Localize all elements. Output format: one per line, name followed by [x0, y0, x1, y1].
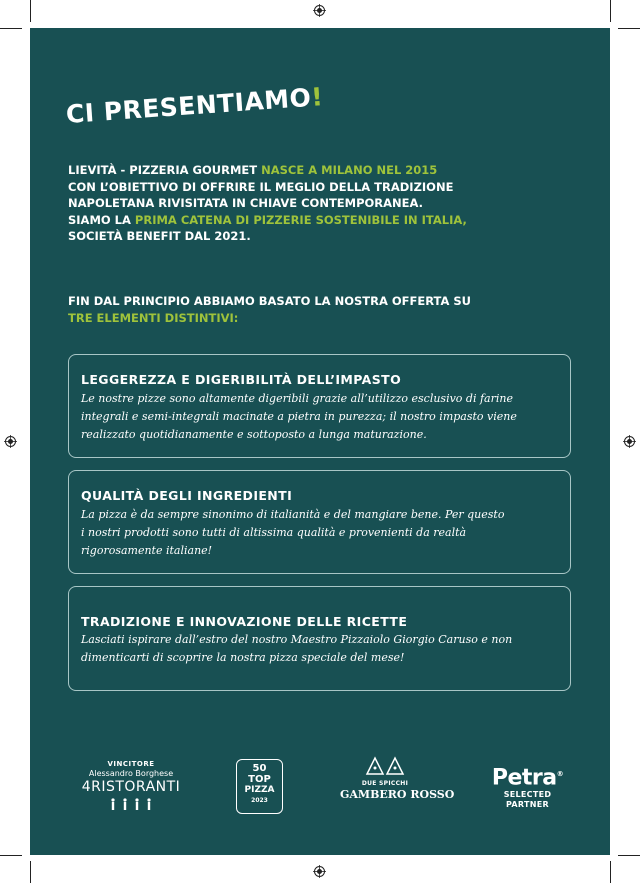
logo-50-top-pizza	[236, 759, 283, 814]
crop-mark	[30, 0, 31, 22]
section-line: realizzato quotidianamente e sottoposto a lunga maturazione.	[81, 428, 427, 441]
pizza-slices-icon	[365, 756, 405, 776]
section-line: integrali e semi-integrali macinate a pietra in purezza; il nostro impasto viene	[81, 410, 517, 423]
logo-text: VINCITORE	[107, 760, 155, 768]
lead-line: FIN DAL PRINCIPIO ABBIAMO BASATO LA NOSTRA OFFERTA SU	[68, 294, 472, 308]
intro-text: LIEVITÀ - PIZZERIA GOURMET	[68, 163, 262, 177]
section-heading: TRADIZIONE E INNOVAZIONE DELLE RICETTE	[81, 614, 408, 629]
registration-mark-icon	[623, 435, 636, 448]
registration-mark-icon	[313, 865, 326, 878]
logo-text: Alessandro Borghese	[88, 769, 174, 778]
title-text: CI PRESENTIAMO	[64, 82, 313, 129]
section-heading: LEGGEREZZA E DIGERIBILITÀ DELL’IMPASTO	[81, 372, 402, 387]
crop-mark	[618, 28, 640, 29]
logo-petra	[485, 762, 570, 810]
crop-mark	[610, 861, 611, 883]
section-body	[81, 390, 541, 444]
logo-text: SELECTED	[503, 790, 552, 800]
logo-brand: Petra	[491, 765, 557, 791]
intro-line: CON L’OBIETTIVO DI OFFRIRE IL MEGLIO DELLA TRADIZIONE	[68, 179, 454, 194]
intro-line: NAPOLETANA RIVISITATA IN CHIAVE CONTEMPORANEA.	[68, 196, 424, 210]
logo-text: GAMBERO ROSSO	[340, 788, 455, 801]
section-box-ingredienti	[68, 470, 571, 574]
logo-text: 2023	[251, 797, 268, 804]
intro-highlight: NASCE A MILANO NEL 2015	[261, 163, 438, 177]
section-line: rigorosamente italiane!	[81, 544, 213, 557]
section-body	[81, 506, 541, 560]
logo-gambero-rosso	[340, 756, 455, 801]
logo-4-ristoranti	[72, 760, 190, 814]
section-box-ricette	[68, 586, 571, 691]
intro-highlight: PRIMA CATENA DI PIZZERIE SOSTENIBILE IN ITALIA,	[134, 212, 467, 227]
intro-paragraph	[68, 162, 578, 245]
section-line: Lasciati ispirare dall’estro del nostro Maestro Pizzaiolo Giorgio Caruso e non	[81, 633, 513, 646]
section-body	[81, 631, 541, 667]
intro-line	[68, 162, 578, 179]
intro-line: SOCIETÀ BENEFIT DAL 2021.	[68, 229, 251, 243]
crop-mark	[0, 855, 22, 856]
section-line: i nostri prodotti sono tutti di altissima qualità e provenienti da realtà	[81, 526, 467, 539]
logo-text: TOP	[248, 774, 271, 785]
logo-registered: ®	[556, 770, 564, 778]
logo-text	[485, 762, 570, 790]
lead-paragraph	[68, 293, 588, 326]
logo-text: 4RISTORANTI	[81, 779, 181, 795]
crop-mark	[30, 861, 31, 883]
crop-mark	[618, 855, 640, 856]
registration-mark-icon	[313, 4, 326, 17]
section-line: La pizza è da sempre sinonimo di italianità e del mangiare bene. Per questo	[81, 508, 505, 521]
lead-highlight: TRE ELEMENTI DISTINTIVI:	[68, 310, 239, 325]
registration-mark-icon	[4, 435, 17, 448]
intro-text: SIAMO LA	[68, 212, 135, 227]
section-heading: QUALITÀ DEGLI INGREDIENTI	[81, 488, 293, 503]
logo-text: PIZZA	[244, 785, 275, 795]
crop-mark	[610, 0, 611, 22]
logo-text: PARTNER	[506, 800, 549, 810]
crop-mark	[0, 28, 22, 29]
logo-text: 50	[252, 763, 267, 774]
section-box-impasto	[68, 354, 571, 458]
title-exclamation: !	[310, 82, 325, 112]
figures-icon	[107, 798, 155, 810]
intro-line	[68, 212, 578, 229]
logo-text: DUE SPICCHI	[361, 780, 409, 787]
section-line: Le nostre pizze sono altamente digeribili grazie all’utilizzo esclusivo di farine	[81, 392, 513, 405]
section-line: dimenticarti di scoprire la nostra pizza speciale del mese!	[81, 651, 405, 664]
